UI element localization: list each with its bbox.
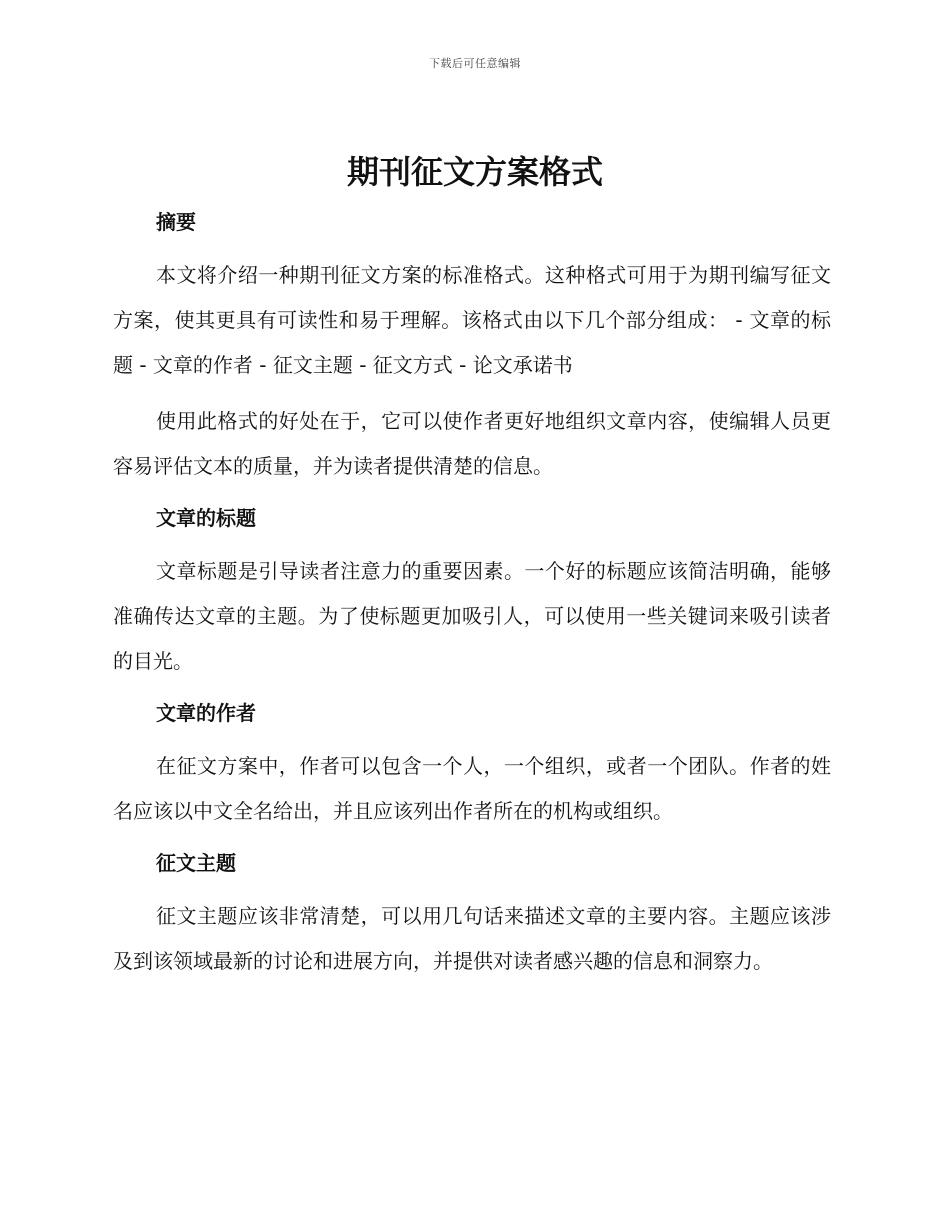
header-note: 下载后可任意编辑 xyxy=(429,57,521,70)
paragraph: 文章标题是引导读者注意力的重要因素。一个好的标题应该简洁明确，能够准确传达文章的主题。为了使标题更加吸引人，可以使用一些关键词来吸引读者的目光。 xyxy=(113,559,831,673)
section-heading: 文章的作者 xyxy=(156,701,256,725)
paragraph: 在征文方案中，作者可以包含一个人，一个组织，或者一个团队。作者的姓名应该以中文全名给出，并且应该列出作者所在的机构或组织。 xyxy=(113,754,831,823)
section-article-author xyxy=(113,695,831,845)
section-heading: 征文主题 xyxy=(156,851,236,875)
paragraph: 本文将介绍一种期刊征文方案的标准格式。这种格式可用于为期刊编写征文方案，使其更具有可读性和易于理解。该格式由以下几个部分组成： - 文章的标题 - 文章的作者 - 征文主题 - 征文方式 - 论文承诺书 xyxy=(113,263,831,377)
section-call-topic xyxy=(113,845,831,984)
section-abstract xyxy=(113,204,831,500)
paragraph: 使用此格式的好处在于，它可以使作者更好地组织文章内容，使编辑人员更容易评估文本的质量，并为读者提供清楚的信息。 xyxy=(113,409,831,478)
section-heading: 摘要 xyxy=(156,210,196,234)
section-heading: 文章的标题 xyxy=(156,506,256,530)
paragraph: 征文主题应该非常清楚，可以用几句话来描述文章的主要内容。主题应该涉及到该领域最新的讨论和进展方向，并提供对读者感兴趣的信息和洞察力。 xyxy=(113,904,831,973)
document-body xyxy=(113,204,831,984)
document-title: 期刊征文方案格式 xyxy=(346,153,603,191)
section-article-title xyxy=(113,500,831,695)
